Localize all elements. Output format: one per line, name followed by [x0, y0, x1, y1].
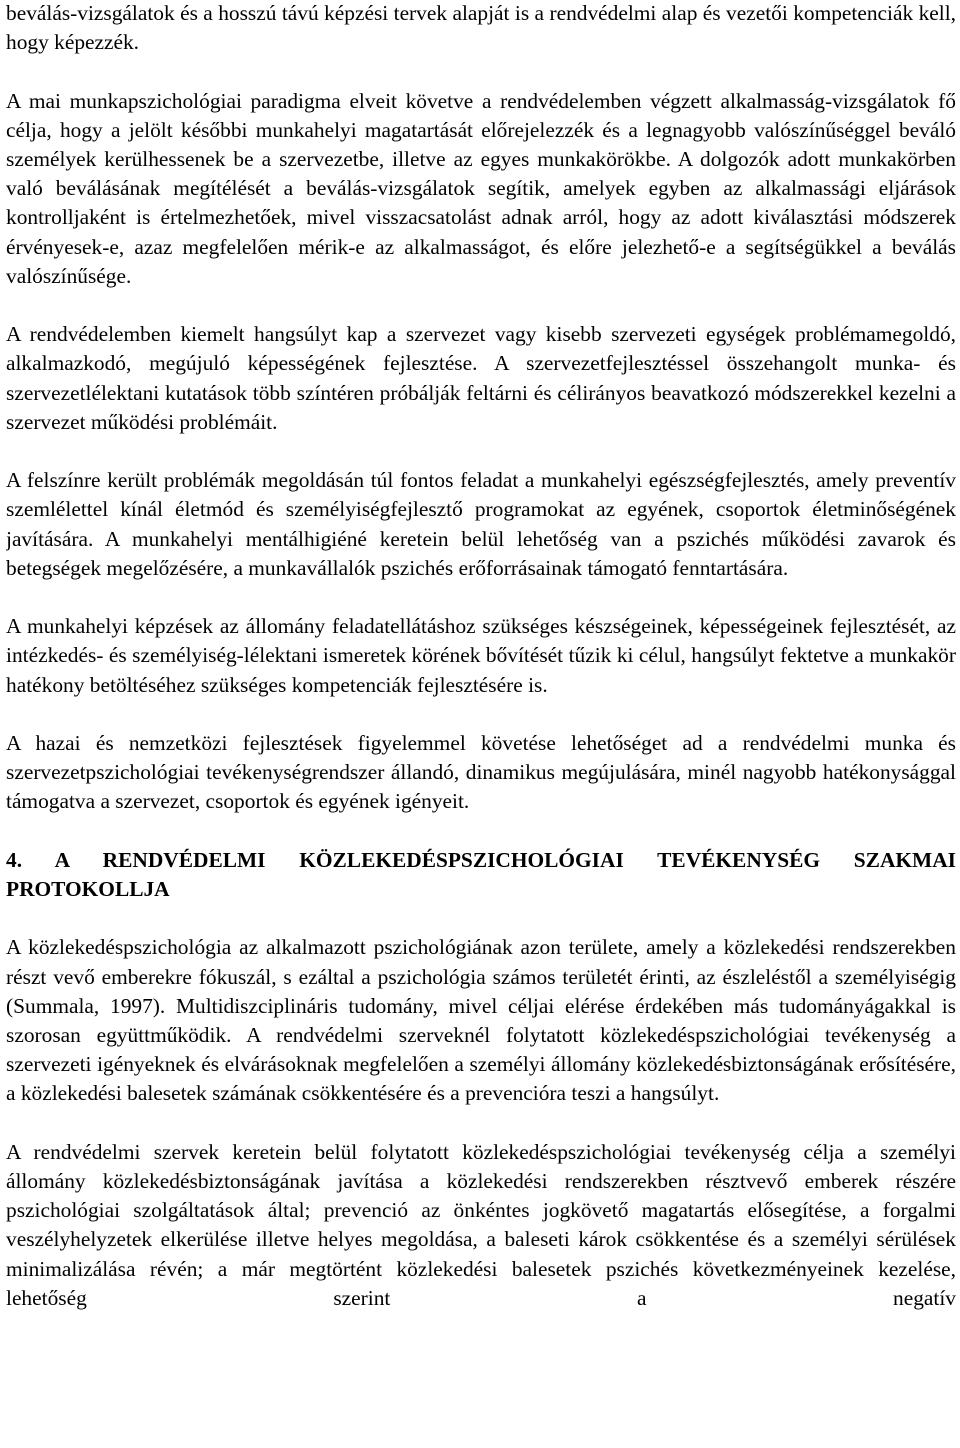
paragraph-traffic-psychology-goals: A rendvédelmi szervek keretein belül folytatott közlekedéspszichológiai tevékenység célja a személyi állomány közlekedésbiztonságának javítása a közlekedési rendszerekben résztvevő emberek részére pszichológiai szolgáltatások által; prevenció az önkéntes jogkövető magatartás elősegítése, a forgalmi veszélyhelyzetek elkerülése illetve helyes megoldása, a baleseti károk csökkentése és a személyi sérülések minimalizálása révén; a már megtörtént közlekedési balesetek pszichés következményeinek kezelése, lehetőség szerint a negatív — [6, 1139, 956, 1310]
paragraph-organizational-development: A rendvédelemben kiemelt hangsúlyt kap a szervezet vagy kisebb szervezeti egységek problémamegoldó, alkalmazkodó, megújuló képességének fejlesztése. A szervezetfejlesztéssel összehangolt munka- és szervezetlélektani kutatások több színtéren próbálják feltárni és célirányos beavatkozó módszerekkel kezelni a szervezet működési problémáit. — [6, 322, 956, 434]
paragraph-traffic-psychology: A közlekedéspszichológia az alkalmazott pszichológiának azon területe, amely a közlekedési rendszerekben részt vevő emberekre fókuszál, s ezáltal a pszichológia számos területét érinti, az észleléstől a személyiségig (Summala, 1997). Multidiszciplináris tudomány, mivel céljai elérése érdekében más tudományágakkal is szorosan együttműködik. A rendvédelmi szerveknél folytatott közlekedéspszichológiai tevékenység a szervezeti igényeknek és elvárásoknak megfelelően a személyi állomány közlekedésbiztonságának erősítésére, a közlekedési balesetek számának csökkentésére és a prevencióra teszi a hangsúlyt. — [6, 935, 956, 1106]
paragraph-health-promotion: A felszínre került problémák megoldásán túl fontos feladat a munkahelyi egészségfejlesztés, amely preventív szemlélettel kínál életmód és személyiségfejlesztő programokat az egyének, csoportok életminőségének javítására. A munkahelyi mentálhigiéné keretein belül lehetőség van a pszichés működési zavarok és betegségek megelőzésére, a munkavállalók pszichés erőforrásainak támogató fenntartására. — [6, 468, 956, 580]
document-page — [6, 0, 956, 1448]
paragraph-development-followup: A hazai és nemzetközi fejlesztések figyelemmel követése lehetőséget ad a rendvédelmi munka és szervezetpszichológiai tevékenységrendszer állandó, dinamikus megújulására, minél nagyobb hatékonysággal támogatva a szervezet, csoportok és egyének igényeit. — [6, 731, 956, 814]
paragraph-workplace-training: A munkahelyi képzések az állomány feladatellátáshoz szükséges készségeinek, képességeinek fejlesztését, az intézkedés- és személyiség-lélektani ismeretek körének bővítését tűzik ki célul, hangsúlyt fektetve a munkakör hatékony betöltéséhez szükséges kompetenciák fejlesztésére is. — [6, 614, 956, 697]
paragraph-intro-continuation: beválás-vizsgálatok és a hosszú távú képzési tervek alapját is a rendvédelmi alap és vezetői kompetenciák kell, hogy képezzék. — [6, 1, 956, 55]
paragraph-aptitude-tests: A mai munkapszichológiai paradigma elveit követve a rendvédelemben végzett alkalmasság-vizsgálatok fő célja, hogy a jelölt későbbi munkahelyi magatartását előrejelezzék és a legnagyobb valószínűséggel beváló személyek kerülhessenek be a szervezetbe, illetve az egyes munkakörökbe. A dolgozók adott munkakörben való beválásának megítélését a beválás-vizsgálatok segítik, amelyek egyben az alkalmassági eljárások kontrolljaként is értelmezhetőek, mivel visszacsatolást adnak arról, hogy az adott kiválasztási módszerek érvényesek-e, azaz megfelelően mérik-e az alkalmasságot, és előre jelezhető-e a segítségükkel a beválás valószínűsége. — [6, 88, 956, 288]
section-heading: 4. A RENDVÉDELMI KÖZLEKEDÉSPSZICHOLÓGIAI TEVÉKENYSÉG SZAKMAI PROTOKOLLJA — [6, 847, 956, 901]
